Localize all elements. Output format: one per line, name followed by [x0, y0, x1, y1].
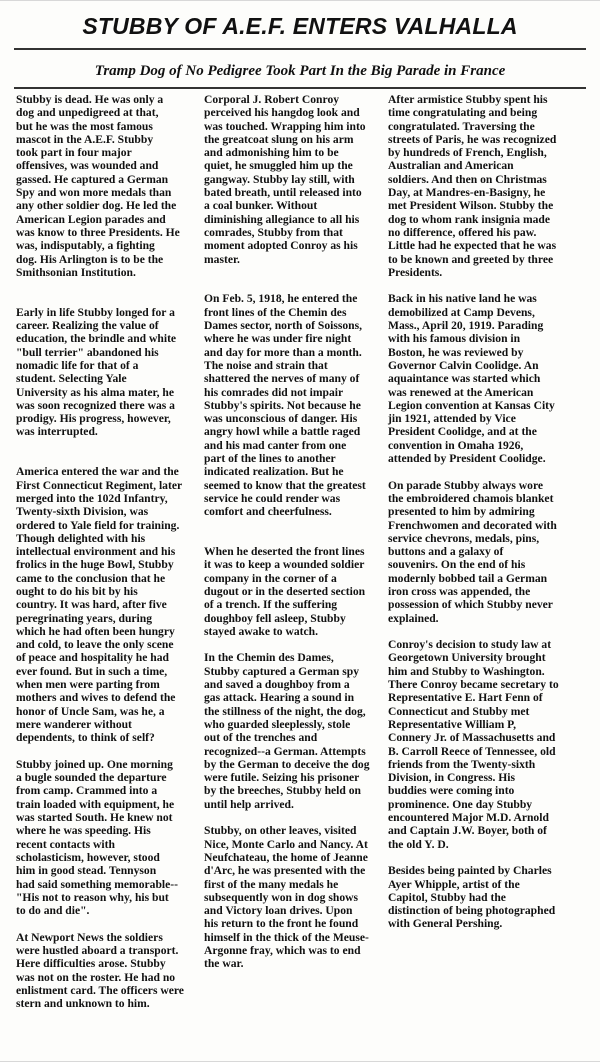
paragraph: Stubby, on other leaves, visited Nice, Monte Carlo and Nancy. At Neufchateau, the home of Jeanne d'Arc, he was presented with the first of the many medals he subsequently won in dog shows and Victory loan drives. Upon his return to the front he found himself in the thick of the Meuse- Argonne fray, which was to end the war. [204, 824, 369, 971]
paragraph: When he deserted the front lines it was to keep a wounded soldier company in the corner of a dugout or in the deserted section of a trench. If the suffering doughboy fell asleep, Stubby stayed awake to watch. [204, 545, 366, 638]
column-2 [204, 93, 386, 984]
column-3 [388, 93, 570, 944]
top-rule [14, 48, 586, 50]
paragraph: On parade Stubby always wore the embroidered chamois blanket presented to him by admiring Frenchwomen and decorated with service chevrons, medals, pins, buttons and a galaxy of souvenirs. On the end of his modernly bobbed tail a German iron cross was appended, the possession of which Stubby never explained. [388, 478, 557, 625]
paragraph: Besides being painted by Charles Ayer Whipple, artist of the Capitol, Stubby had the distinction of being photographed with General Pershing. [388, 864, 556, 931]
paragraph: After armistice Stubby spent his time congratulating and being congratulated. Traversing the streets of Paris, he was recognized by hundreds of French, English, Australian and American soldiers. And then on Christmas Day, at Mandres-en-Basigny, he met President Wilson. Stubby the dog to whom rank insignia made no difference, offered his paw. Little had he expected that he was to be known and greeted by three Presidents. [388, 93, 557, 279]
paragraph: In the Chemin des Dames, Stubby captured a German spy and saved a doughboy from a gas attack. Hearing a sound in the stillness of the night, the dog, who guarded sleeplessly, stole out of the trenches and recognized--a German. Attempts by the German to deceive the dog were futile. Seizing his prisoner by the breeches, Stubby held on until help arrived. [204, 651, 370, 811]
paragraph: On Feb. 5, 1918, he entered the front lines of the Chemin des Dames sector, north of Soissons, where he was under fire night and day for more than a month. The noise and strain that shattered the nerves of many of his comrades did not impair Stubby's spirits. Not because he was unconscious of danger. His angry howl while a battle raged and his mad canter from one part of the lines to another indicated realization. But he seemed to know that the greatest service he could render was comfort and cheerfulness. [204, 292, 366, 519]
paragraph: Conroy's decision to study law at Georgetown University brought him and Stubby to Washington. There Conroy became secretary to Representative E. Hart Fenn of Connecticut and Stubby met Representative William P, Connery Jr. of Massachusetts and B. Carroll Reece of Tennessee, old friends from the Twenty-sixth Division, in Congress. His buddies were coming into prominence. One day Stubby encountered Major M.D. Arnold and Captain J.W. Boyer, both of the old Y. D. [388, 638, 559, 851]
column-1 [16, 93, 198, 1024]
paragraph: Back in his native land he was demobilized at Camp Devens, Mass., April 20, 1919. Parading with his famous division in Boston, he was reviewed by Governor Calvin Coolidge. An aquaintance was started which was renewed at the American Legion convention at Kansas City jin 1921, attended by Vice President Coolidge, and at the convention in Omaha 1926, attended by President Coolidge. [388, 292, 555, 466]
paragraph: America entered the war and the First Connecticut Regiment, later merged into the 102d Infantry, Twenty-sixth Division, was ordered to Yale field for training. Though delighted with his intellectual environment and his frolics in the huge Bowl, Stubby came to the conclusion that he ought to do his bit by his country. It was hard, after five peregrinating years, during which he had often been hungry and cold, to leave the only scene of peace and hospitality he had ever found. But in such a time, when men were parting from mothers and wives to defend the honor of Uncle Sam, was he, a mere wanderer without dependents, to think of self? [16, 465, 183, 745]
paragraph: Stubby is dead. He was only a dog and unpedigreed at that, but he was the most famous mascot in the A.E.F. Stubby took part in four major offensives, was wounded and gassed. He captured a German Spy and won more medals than any other soldier dog. He led the American Legion parades and was know to three Presidents. He was, indisputably, a fighting dog. His Arlington is to be the Smithsonian Institution. [16, 93, 180, 279]
paragraph: At Newport News the soldiers were hustled aboard a transport. Here difficulties arose. Stubby was not on the roster. He had no enlistment card. The officers were stern and unknown to him. [16, 930, 184, 1011]
paragraph: Stubby joined up. One morning a bugle sounded the departure from camp. Crammed into a train loaded with equipment, he was started South. He knew not where he was speeding. His recent contacts with scholasticism, however, stood him in good stead. Tennyson had said something memorable-- "His not to reason why, his but to do and die". [16, 757, 178, 918]
paragraph: Corporal J. Robert Conroy perceived his hangdog look and was touched. Wrapping him into the greatcoat slung on his arm and admonishing him to be quiet, he smuggled him up the gangway. Stubby lay still, with bated breath, until released into a coal bunker. Without diminishing allegiance to all his comrades, Stubby from that moment adopted Conroy as his master. [204, 93, 366, 266]
bottom-rule [14, 87, 586, 89]
headline: STUBBY OF A.E.F. ENTERS VALHALLA [82, 13, 518, 39]
paragraph: Early in life Stubby longed for a career. Realizing the value of education, the brindle and white "bull terrier" abandoned his nomadic life for that of a student. Selecting Yale University as his alma mater, he was soon recognized there was a prodigy. His progress, however, was interrupted. [16, 305, 177, 439]
subheadline: Tramp Dog of No Pedigree Took Part In the Big Parade in France [94, 63, 506, 79]
